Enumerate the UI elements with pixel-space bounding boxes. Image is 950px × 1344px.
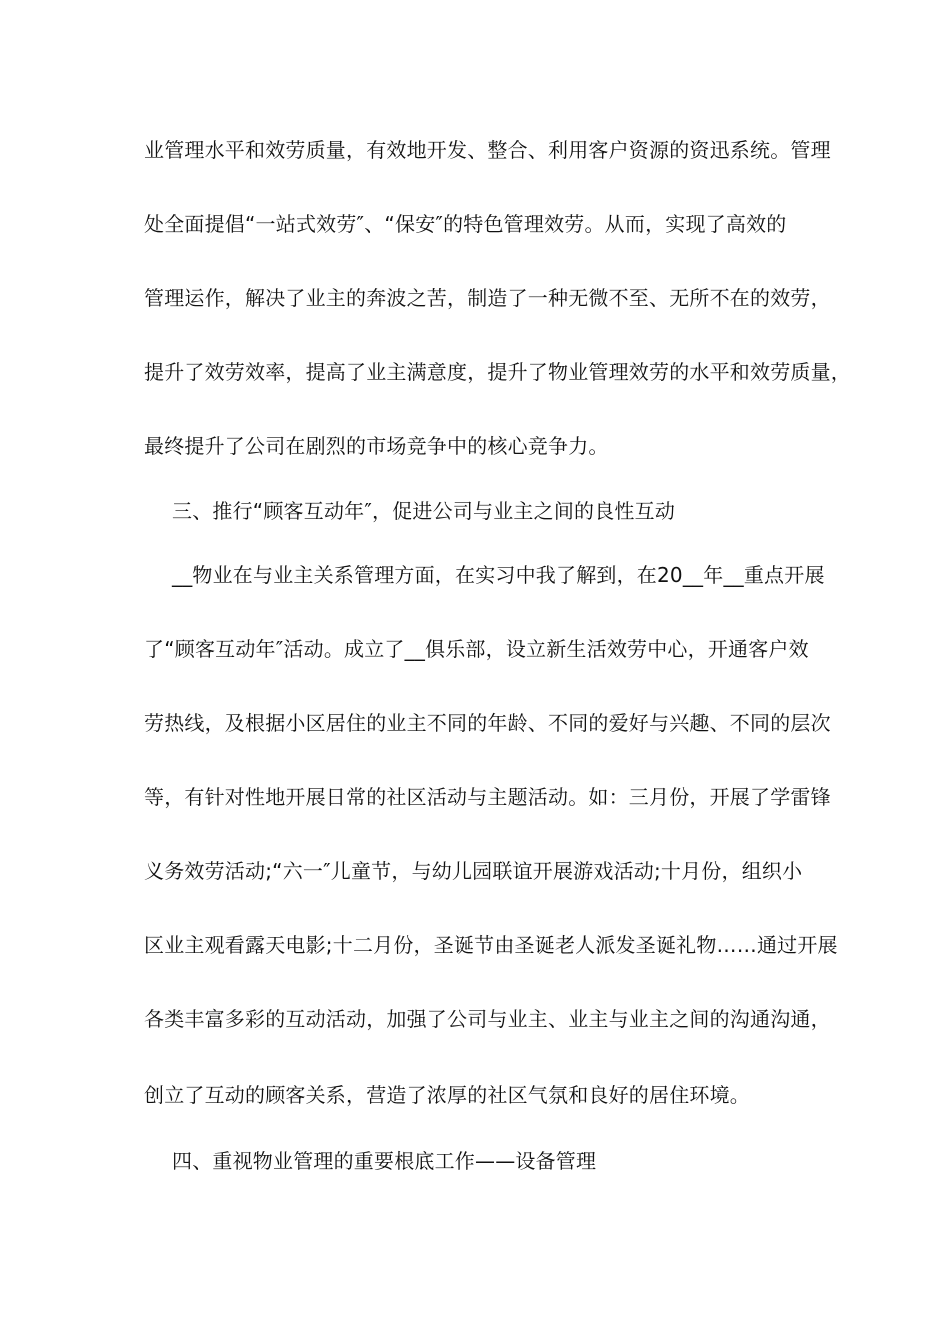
paragraph-line: __物业在与业主关系管理方面，在实习中我了解到，在20__年__重点开展: [172, 563, 825, 587]
paragraph-line: 业管理水平和效劳质量，有效地开发、整合、利用客户资源的资迅系统。管理: [144, 138, 831, 162]
paragraph-line: 各类丰富多彩的互动活动，加强了公司与业主、业主与业主之间的沟通沟通，: [144, 1007, 831, 1031]
paragraph-line: 义务效劳活动;“六一″儿童节，与幼儿园联谊开展游戏活动;十月份，组织小: [144, 859, 803, 883]
paragraph-line: 处全面提倡“一站式效劳″、“保安″的特色管理效劳。从而，实现了高效的: [144, 212, 787, 236]
paragraph-line: 创立了互动的顾客关系，营造了浓厚的社区气氛和良好的居住环境。: [144, 1083, 750, 1107]
paragraph-line: 劳热线，及根据小区居住的业主不同的年龄、不同的爱好与兴趣、不同的层次: [144, 711, 831, 735]
section-heading: 三、推行“顾客互动年″，促进公司与业主之间的良性互动: [172, 499, 676, 523]
paragraph-line: 管理运作，解决了业主的奔波之苦，制造了一种无微不至、无所不在的效劳，: [144, 286, 831, 310]
paragraph-line: 等，有针对性地开展日常的社区活动与主题活动。如：三月份，开展了学雷锋: [144, 785, 831, 809]
paragraph-line: 区业主观看露天电影;十二月份，圣诞节由圣诞老人派发圣诞礼物……通过开展: [144, 933, 838, 957]
paragraph-line: 最终提升了公司在剧烈的市场竞争中的核心竞争力。: [144, 434, 609, 458]
paragraph-line: 提升了效劳效率，提高了业主满意度，提升了物业管理效劳的水平和效劳质量，: [144, 360, 851, 384]
section-heading: 四、重视物业管理的重要根底工作——设备管理: [172, 1149, 597, 1173]
paragraph-line: 了“顾客互动年″活动。成立了__俱乐部，设立新生活效劳中心，开通客户效: [144, 637, 809, 661]
